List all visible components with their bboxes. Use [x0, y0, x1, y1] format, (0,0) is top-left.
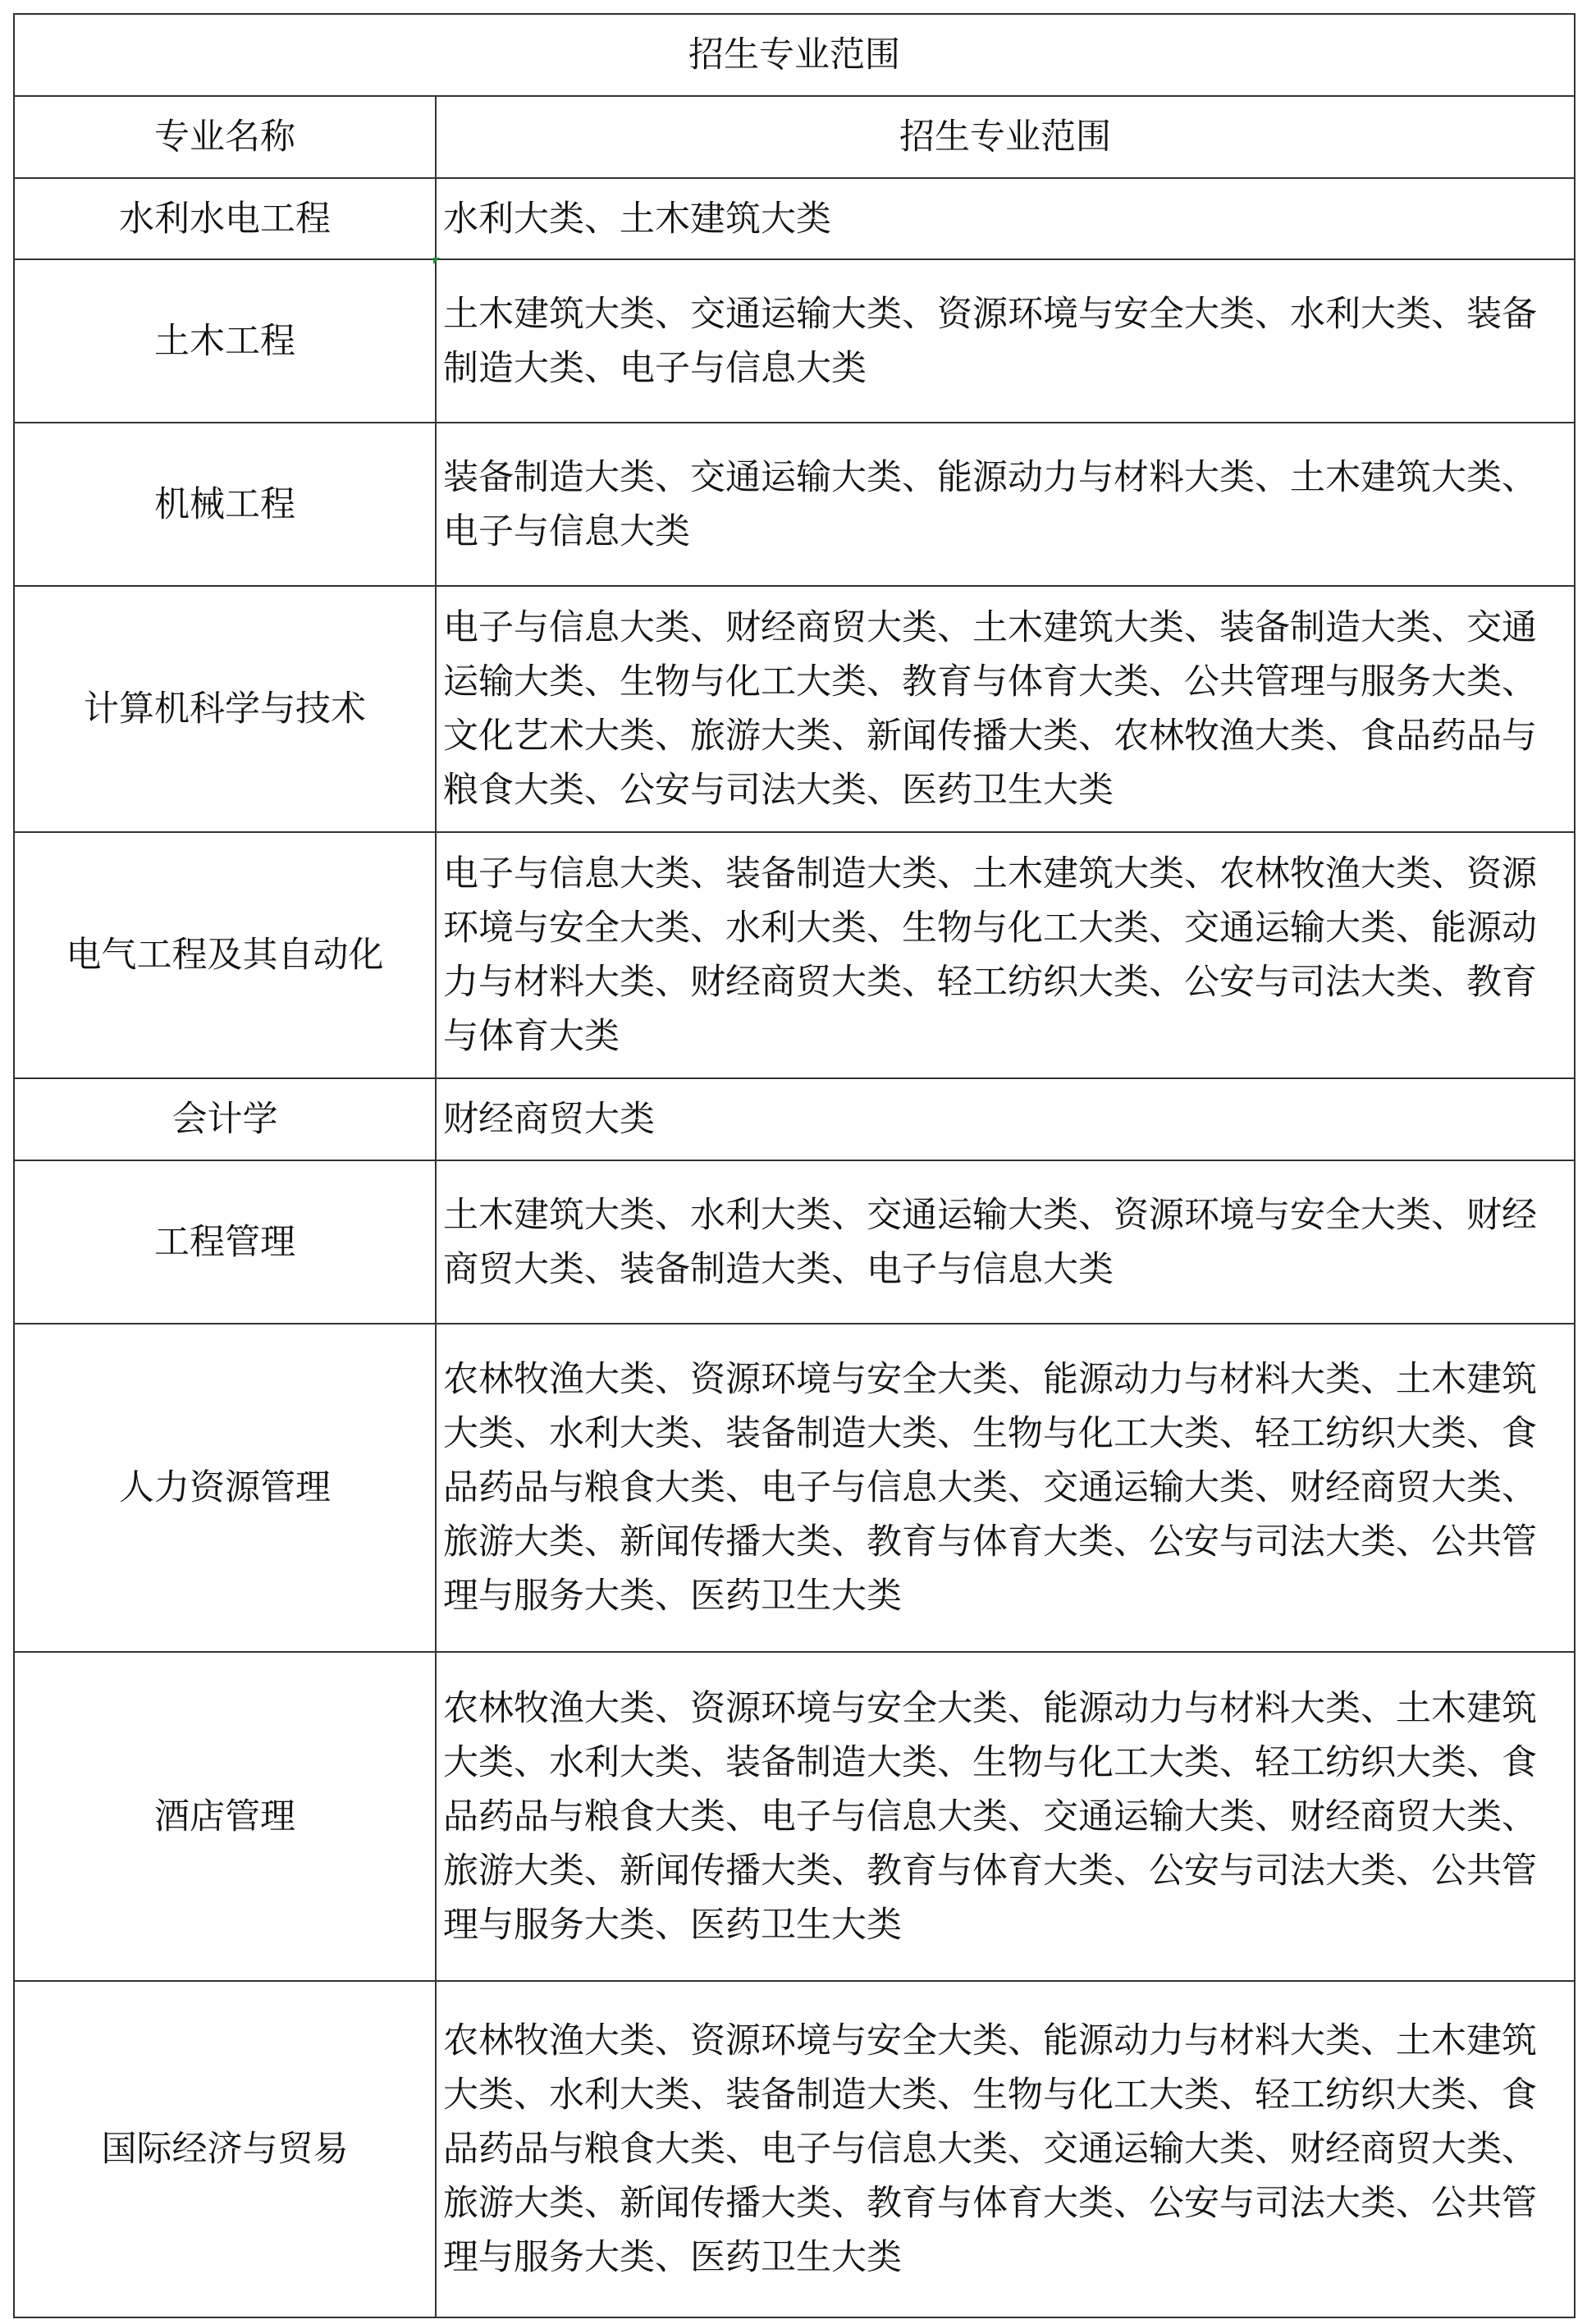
major-name: 国际经济与贸易 [14, 1981, 436, 2317]
major-range [436, 586, 1575, 832]
range-text: 土木建筑大类、水利大类、交通运输大类、资源环境与安全大类、财经商贸大类、装备制造大类、电子与信息大类 [443, 1194, 1537, 1290]
major-range [436, 423, 1575, 586]
major-name: 计算机科学与技术 [14, 586, 436, 832]
table-row [14, 1078, 1575, 1160]
cell-comment-marker [433, 258, 440, 264]
major-name: 酒店管理 [14, 1652, 436, 1981]
enrollment-range-table [13, 13, 1576, 2318]
major-name: 机械工程 [14, 423, 436, 586]
range-text: 农林牧渔大类、资源环境与安全大类、能源动力与材料大类、土木建筑大类、水利大类、装备制造大类、生物与化工大类、轻工纺织大类、食品药品与粮食大类、电子与信息大类、交通运输大类、财经商贸大类、旅游大类、新闻传播大类、教育与体育大类、公安与司法大类、公共管理与服务大类、医药卫生大类 [443, 1359, 1537, 1617]
table-row [14, 832, 1575, 1078]
major-range [436, 1981, 1575, 2317]
range-text: 水利大类、土木建筑大类 [443, 198, 831, 240]
major-name: 电气工程及其自动化 [14, 832, 436, 1078]
header-row [14, 96, 1575, 178]
table-row [14, 1652, 1575, 1981]
major-range [436, 1078, 1575, 1160]
table-row [14, 1981, 1575, 2317]
range-text: 农林牧渔大类、资源环境与安全大类、能源动力与材料大类、土木建筑大类、水利大类、装备制造大类、生物与化工大类、轻工纺织大类、食品药品与粮食大类、电子与信息大类、交通运输大类、财经商贸大类、旅游大类、新闻传播大类、教育与体育大类、公安与司法大类、公共管理与服务大类、医药卫生大类 [443, 1687, 1537, 1946]
table-row [14, 586, 1575, 832]
major-range [436, 178, 1575, 259]
major-name: 土木工程 [14, 259, 436, 423]
table-row [14, 423, 1575, 586]
major-name: 工程管理 [14, 1160, 436, 1324]
table-title: 招生专业范围 [14, 14, 1575, 96]
title-row [14, 14, 1575, 96]
major-name: 会计学 [14, 1078, 436, 1160]
header-major-name: 专业名称 [14, 96, 436, 178]
range-text: 土木建筑大类、交通运输大类、资源环境与安全大类、水利大类、装备制造大类、电子与信息大类 [443, 293, 1537, 389]
table-row [14, 178, 1575, 259]
major-range [436, 832, 1575, 1078]
table-row [14, 1324, 1575, 1652]
range-text: 装备制造大类、交通运输大类、能源动力与材料大类、土木建筑大类、电子与信息大类 [443, 456, 1537, 552]
range-text: 农林牧渔大类、资源环境与安全大类、能源动力与材料大类、土木建筑大类、水利大类、装备制造大类、生物与化工大类、轻工纺织大类、食品药品与粮食大类、电子与信息大类、交通运输大类、财经商贸大类、旅游大类、新闻传播大类、教育与体育大类、公安与司法大类、公共管理与服务大类、医药卫生大类 [443, 2020, 1537, 2278]
major-name: 水利水电工程 [14, 178, 436, 259]
major-range [436, 259, 1575, 423]
header-enrollment-range: 招生专业范围 [436, 96, 1575, 178]
table-row [14, 259, 1575, 423]
major-range [436, 1324, 1575, 1652]
major-name: 人力资源管理 [14, 1324, 436, 1652]
range-text: 电子与信息大类、装备制造大类、土木建筑大类、农林牧渔大类、资源环境与安全大类、水利大类、生物与化工大类、交通运输大类、能源动力与材料大类、财经商贸大类、轻工纺织大类、公安与司法大类、教育与体育大类 [443, 853, 1537, 1057]
range-text: 财经商贸大类 [443, 1099, 655, 1140]
major-range [436, 1160, 1575, 1324]
range-text: 电子与信息大类、财经商贸大类、土木建筑大类、装备制造大类、交通运输大类、生物与化工大类、教育与体育大类、公共管理与服务大类、文化艺术大类、旅游大类、新闻传播大类、农林牧渔大类、食品药品与粮食大类、公安与司法大类、医药卫生大类 [443, 607, 1537, 811]
major-range [436, 1652, 1575, 1981]
table-row [14, 1160, 1575, 1324]
